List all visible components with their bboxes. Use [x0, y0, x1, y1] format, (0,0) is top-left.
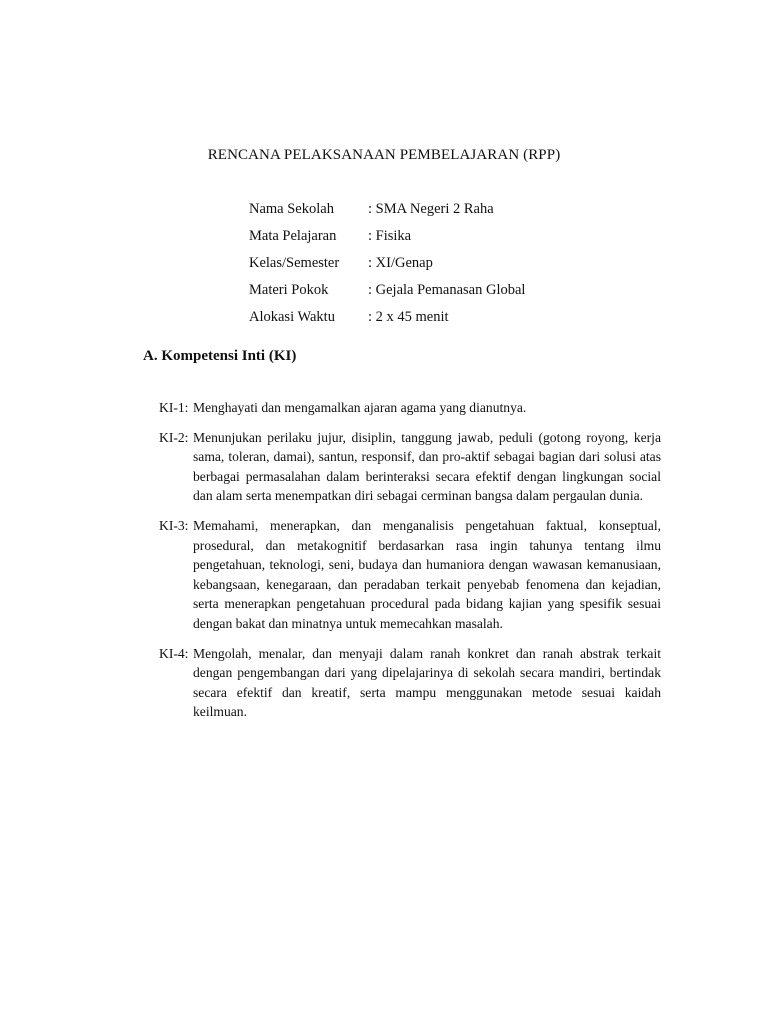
info-row-subject [249, 226, 525, 253]
ki-item-2 [159, 428, 661, 506]
info-value: : 2 x 45 menit [368, 309, 449, 325]
info-label: Materi Pokok [249, 282, 329, 298]
ki-text: Menghayati dan mengamalkan ajaran agama yang dianutnya. [193, 400, 527, 415]
info-row-time [249, 307, 525, 334]
ki-number: KI-2: [159, 429, 189, 445]
ki-item-1 [159, 398, 661, 418]
ki-number: KI-3: [159, 517, 189, 533]
info-value: : Gejala Pemanasan Global [368, 282, 526, 298]
ki-item-3 [159, 516, 661, 634]
info-label: Nama Sekolah [249, 201, 334, 217]
info-value: : Fisika [368, 228, 412, 244]
ki-list [159, 398, 661, 732]
info-label: Kelas/Semester [249, 255, 340, 271]
ki-number: KI-4: [159, 645, 189, 661]
info-row-school [249, 199, 525, 226]
info-row-class [249, 253, 525, 280]
ki-text: Memahami, menerapkan, dan menganalisis pengetahuan faktual, konseptual, prosedural, dan metakognitif berdasarkan rasa ingin tahunya tentang ilmu pengetahuan, teknologi, seni, budaya dan humaniora dengan wawasan kemanusiaan, kebangsaan, kenegaraan, dan peradaban terkait penyebab fenomena dan kejadian, serta menerapkan pengetahuan procedural pada bidang kajian yang spesifik sesuai dengan bakat dan minatnya untuk memecahkan masalah. [193, 517, 661, 631]
info-row-topic [249, 280, 525, 307]
ki-number: KI-1: [159, 400, 189, 415]
ki-text: Menunjukan perilaku jujur, disiplin, tanggung jawab, peduli (gotong royong, kerja sama, toleran, damai), santun, responsif, dan pro-aktif sebagai bagian dari solusi atas berbagai permasalahan dalam berinteraksi secara efektif dengan lingkungan social dan alam serta menempatkan diri sebagai cerminan bangsa dalam pergaulan dunia. [193, 429, 661, 504]
info-table [249, 199, 525, 334]
ki-item-4 [159, 644, 661, 722]
info-value: : XI/Genap [368, 255, 433, 271]
info-value: : SMA Negeri 2 Raha [368, 201, 494, 217]
section-heading: A. Kompetensi Inti (KI) [143, 348, 297, 364]
info-label: Mata Pelajaran [249, 228, 337, 244]
document-title: RENCANA PELAKSANAAN PEMBELAJARAN (RPP) [207, 147, 561, 163]
ki-text: Mengolah, menalar, dan menyaji dalam ranah konkret dan ranah abstrak terkait dengan pengembangan dari yang dipelajarinya di sekolah secara mandiri, bertindak secara efektif dan kreatif, serta mampu menggunakan metode sesuai kaidah keilmuan. [193, 645, 661, 720]
info-label: Alokasi Waktu [249, 309, 335, 325]
